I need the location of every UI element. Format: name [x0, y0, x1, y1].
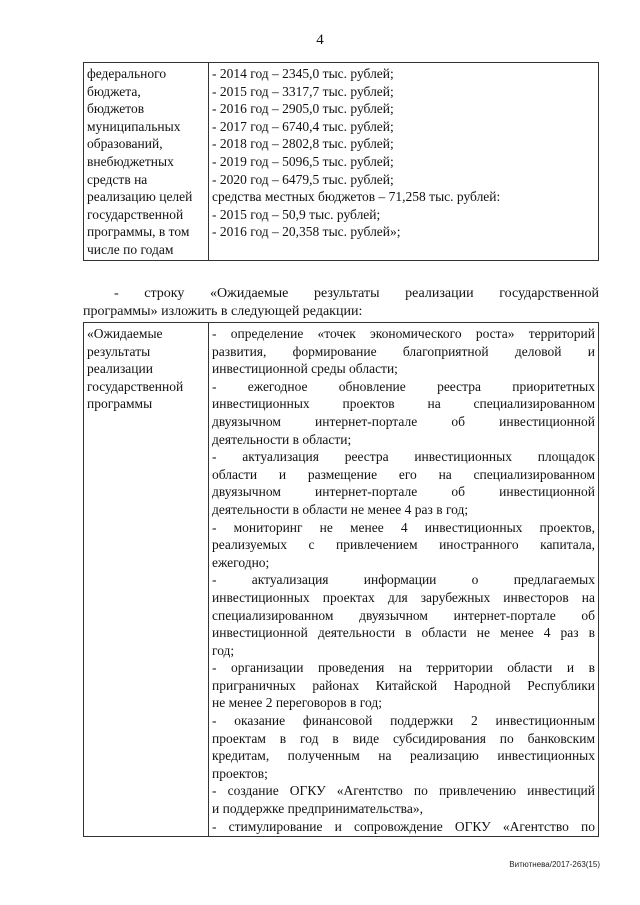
- result-line: реализуемых с привлечением иностранного капитала,: [212, 537, 595, 553]
- label-line: федерального: [87, 66, 167, 81]
- funding-year-line: - 2016 год – 20,358 тыс. рублей»;: [212, 224, 401, 240]
- label-line: бюджетов: [87, 101, 145, 117]
- local-budget-line: средства местных бюджетов – 71,258 тыс. рублей:: [212, 189, 501, 205]
- result-line: кредитам, полученным на реализацию инвестиционных: [212, 748, 595, 764]
- result-line: не менее 2 переговоров в год;: [212, 695, 382, 711]
- funding-year-line: - 2019 год – 5096,5 тыс. рублей;: [212, 153, 394, 169]
- result-line: специализированном двуязычном интернет-портале об: [212, 607, 595, 623]
- result-line: приграничных районах Китайской Народной Республики: [212, 677, 595, 693]
- label-line: программы: [87, 396, 153, 412]
- result-line: проектам в год в виде субсидирования по банковским: [212, 730, 595, 746]
- result-line: - ежегодное обновление реестра приоритетных: [212, 378, 595, 394]
- label-line: программы, в том: [87, 224, 190, 240]
- label-line: реализацию целей: [87, 189, 193, 205]
- result-line: области и размещение его на специализированном: [212, 466, 595, 482]
- label-line: государственной: [87, 206, 184, 222]
- amendment-paragraph: [83, 285, 599, 321]
- results-label-cell: [84, 323, 209, 837]
- funding-year-line: - 2014 год – 2345,0 тыс. рублей;: [212, 66, 394, 81]
- funding-year-line: - 2017 год – 6740,4 тыс. рублей;: [212, 118, 394, 134]
- funding-year-line: - 2015 год – 3317,7 тыс. рублей;: [212, 83, 394, 99]
- result-line: проектов;: [212, 765, 268, 781]
- label-line: реализации: [87, 361, 153, 377]
- result-line: деятельности в области не менее 4 раз в год;: [212, 501, 469, 517]
- funding-year-line: - 2018 год – 2802,8 тыс. рублей;: [212, 136, 394, 152]
- label-line: образований,: [87, 136, 163, 152]
- paragraph-line: программы» изложить в следующей редакции:: [83, 304, 363, 319]
- paragraph-line: - строку «Ожидаемые результаты реализации государственной: [114, 286, 599, 301]
- results-row: [84, 323, 599, 837]
- result-line: деятельности в области;: [212, 431, 352, 447]
- label-line: муниципальных: [87, 118, 181, 134]
- funding-table: [83, 62, 599, 261]
- result-line: - создание ОГКУ «Агентство по привлечению инвестиций: [212, 783, 595, 799]
- result-line: - организации проведения на территории области и в: [212, 660, 595, 676]
- result-line: двуязычном интернет-портале об инвестиционной: [212, 484, 595, 500]
- result-line: - мониторинг не менее 4 инвестиционных проектов,: [212, 519, 595, 535]
- result-line: - стимулирование и сопровождение ОГКУ «Агентство по: [212, 818, 595, 834]
- label-line: средств на: [87, 171, 148, 187]
- label-line: «Ожидаемые: [87, 326, 163, 341]
- funding-label-cell: [84, 63, 209, 261]
- result-line: - определение «точек экономического роста» территорий: [212, 326, 595, 341]
- result-line: и поддержке предпринимательства»,: [212, 801, 423, 817]
- result-line: инвестиционных проектов на специализированном: [212, 396, 595, 412]
- funding-year-line: - 2020 год – 6479,5 тыс. рублей;: [212, 171, 394, 187]
- label-line: внебюджетных: [87, 153, 174, 169]
- result-line: ежегодно;: [212, 554, 270, 570]
- funding-value-cell: [209, 63, 599, 261]
- result-line: - актуализация информации о предлагаемых: [212, 572, 595, 588]
- label-line: числе по годам: [87, 241, 174, 257]
- funding-year-line: - 2016 год – 2905,0 тыс. рублей;: [212, 101, 394, 117]
- result-line: - оказание финансовой поддержки 2 инвестиционным: [212, 713, 595, 729]
- label-line: результаты: [87, 343, 151, 359]
- result-line: инвестиционной деятельности в области не менее 4 раз в: [212, 625, 595, 641]
- result-line: - актуализация реестра инвестиционных площадок: [212, 449, 595, 465]
- results-table: [83, 322, 599, 837]
- results-value-cell: [209, 323, 599, 837]
- label-line: государственной: [87, 378, 184, 394]
- document-code: Витютнева/2017-263(15): [509, 860, 600, 869]
- result-line: развития, формирование благоприятной деловой и: [212, 343, 595, 359]
- result-line: инвестиционной среды области;: [212, 361, 398, 377]
- label-line: бюджета,: [87, 83, 141, 99]
- result-line: двуязычном интернет-портале об инвестиционной: [212, 413, 595, 429]
- result-line: год;: [212, 642, 235, 658]
- page-number: 4: [316, 32, 324, 48]
- funding-row: [84, 63, 599, 261]
- funding-year-line: - 2015 год – 50,9 тыс. рублей;: [212, 206, 381, 222]
- result-line: инвестиционных проектах для зарубежных инвесторов на: [212, 589, 595, 605]
